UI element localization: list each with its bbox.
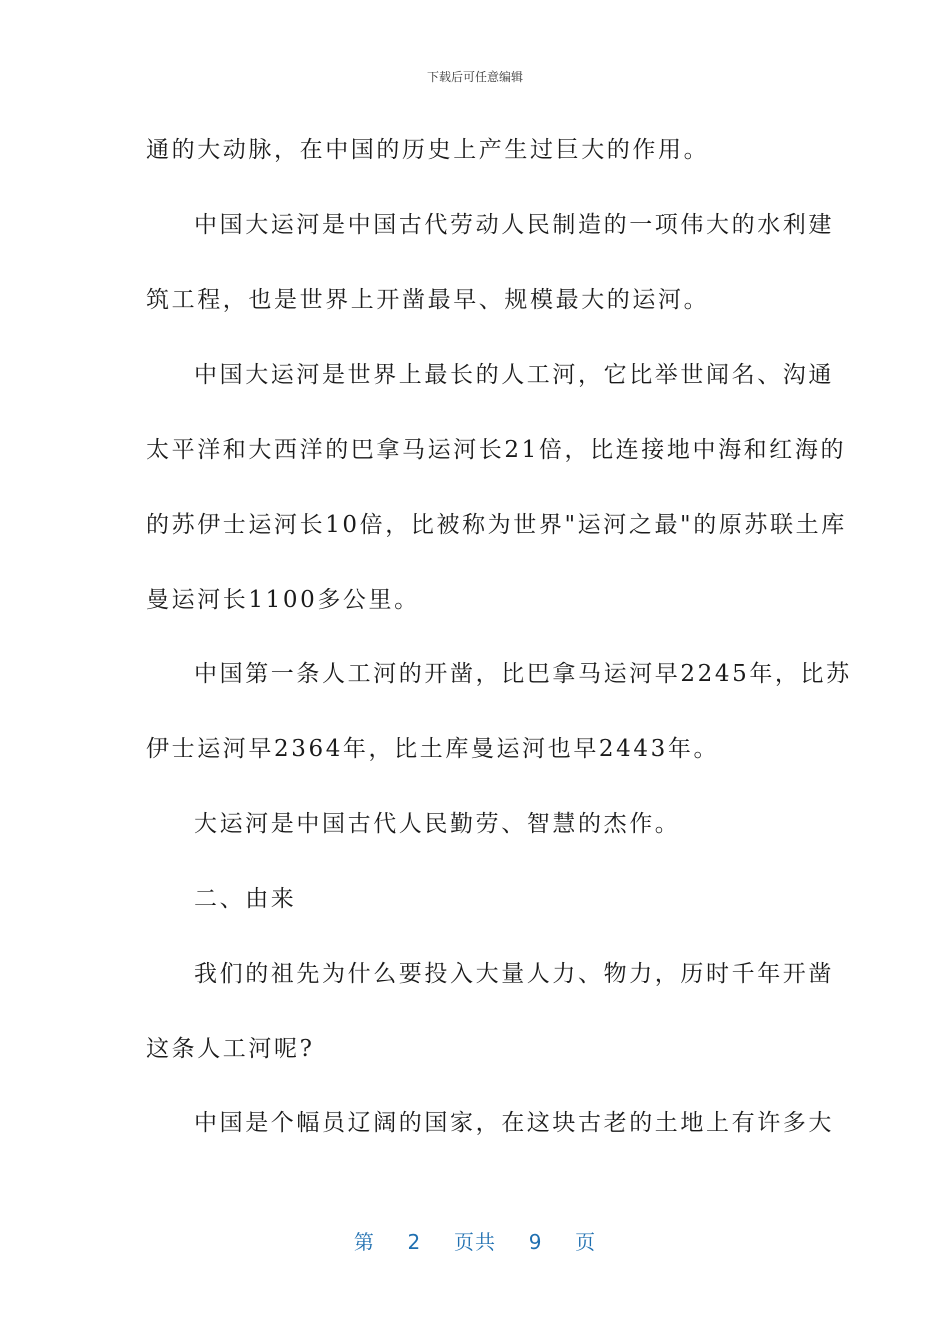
body-line: 这条人工河呢?: [146, 1036, 315, 1062]
body-line: 中国大运河是世界上最长的人工河，它比举世闻名、沟通: [194, 362, 834, 388]
page-label-suffix: 页: [575, 1230, 597, 1254]
page-footer: [0, 1226, 950, 1255]
header-note: 下载后可任意编辑: [426, 70, 523, 84]
body-line: 太平洋和大西洋的巴拿马运河长21倍，比连接地中海和红海的: [146, 437, 847, 463]
current-page-number: 2: [407, 1230, 422, 1254]
body-line: 中国大运河是中国古代劳动人民制造的一项伟大的水利建: [194, 212, 834, 238]
body-line: 的苏伊士运河长10倍，比被称为世界"运河之最"的原苏联土库: [146, 512, 847, 538]
body-line: 曼运河长1100多公里。: [146, 587, 420, 613]
total-pages-number: 9: [528, 1230, 543, 1254]
body-line: 我们的祖先为什么要投入大量人力、物力，历时千年开凿: [194, 961, 834, 987]
body-line: 伊士运河早2364年，比土库曼运河也早2443年。: [146, 736, 720, 762]
body-line: 中国是个幅员辽阔的国家，在这块古老的土地上有许多大: [194, 1110, 834, 1136]
page-label-prefix: 第: [353, 1230, 375, 1254]
body-line: 通的大动脉，在中国的历史上产生过巨大的作用。: [146, 137, 710, 163]
body-line: 筑工程，也是世界上开凿最早、规模最大的运河。: [146, 287, 710, 313]
body-line: 大运河是中国古代人民勤劳、智慧的杰作。: [194, 811, 681, 837]
body-line: 中国第一条人工河的开凿，比巴拿马运河早2245年，比苏: [194, 661, 852, 687]
page-label-mid: 页共: [454, 1230, 496, 1254]
section-heading: 二、由来: [194, 886, 297, 912]
